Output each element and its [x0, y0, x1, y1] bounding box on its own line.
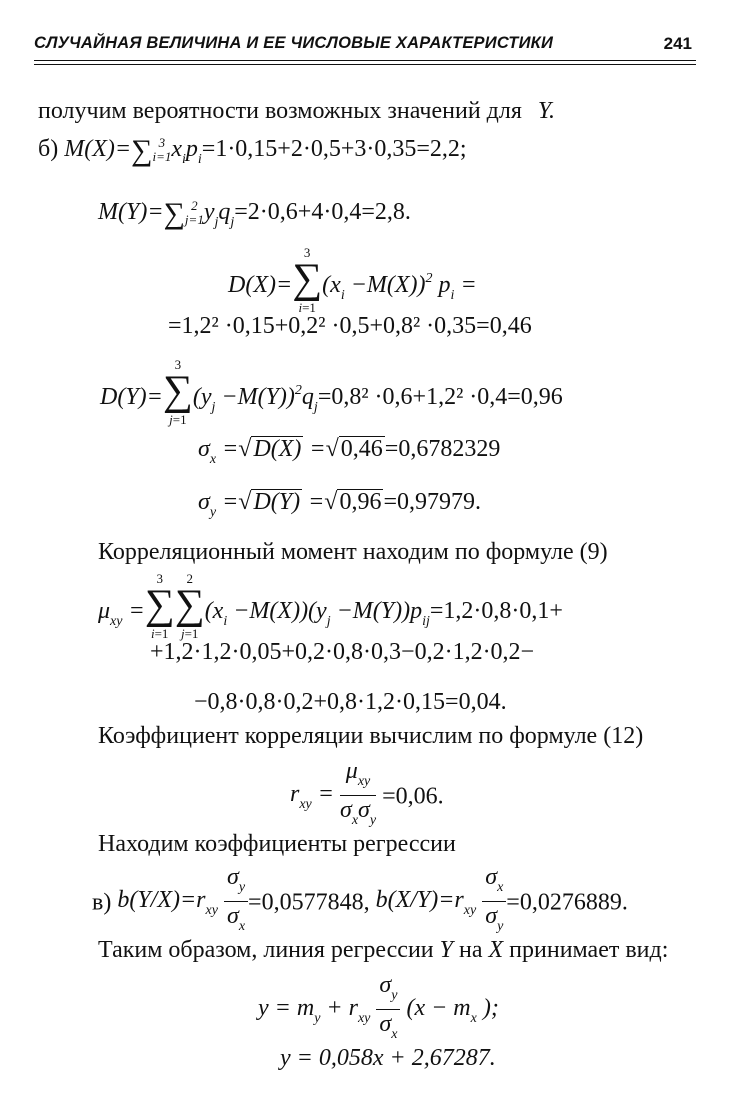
page-number: 241 [663, 34, 692, 53]
r-value: =0,06. [382, 783, 444, 810]
sqrt-x: 0,46 [340, 436, 383, 462]
line-regr-tail: принимает вид: [509, 937, 669, 963]
sqrt-y: 0,96 [339, 489, 382, 515]
mx-value: =1·0,15+2·0,5+3·0,35=2,2; [201, 136, 467, 162]
intro-text: получим вероятности возможных значений для [38, 98, 522, 124]
mu-line-3: −0,8·0,8·0,2+0,8·1,2·0,15=0,04. [194, 689, 507, 715]
formula-dx: D(X)= 3 ∑ i=1 $(x_i -M(X))^2$ $p_i$ = [228, 245, 477, 315]
regr-text: Находим коэффициенты регрессии [98, 831, 456, 857]
b-xy-value: =0,0276889. [506, 889, 628, 916]
intro-line [38, 99, 555, 123]
mu-value: =1,2·0,8·0,1+ [429, 598, 563, 624]
formula-sigma-x: $\sigma_x =√D(X) =√0,46=0,6782329$ [198, 436, 501, 467]
formula-mx: б) M(X)=∑ 3 i=1 $x_ip_i=1\cdot 0,15+2\cdot 0,5+3\cdot 0,35=2,2$; [38, 134, 467, 167]
sigma-y-value: =0,97979. [383, 489, 482, 515]
formula-sigma-y: $\sigma_y =√D(Y) =√0,96=0,97979$. [198, 489, 482, 520]
formula-r: $r_{xy}$ = $\frac{\mu_{xy}}{\sigma_x\sigma_y}$ =0,06. [290, 758, 444, 828]
dx-value: =1,2² ·0,15+0,2² ·0,5+0,8² ·0,35=0,46 [168, 313, 532, 339]
b-yx-value: =0,0577848, [248, 889, 370, 916]
label-b: б) [38, 136, 59, 162]
formula-my: M(Y)=∑ 2 j=1 $y_jq_j=2\cdot 0,6+4\cdot 0,4=2,8$. [98, 197, 411, 230]
dy-value: =0,8² ·0,6+1,2² ·0,4=0,96 [317, 384, 563, 410]
formula-mu: $\mu_{xy}$ = 3 ∑ i=1 2 ∑ j=1 $(x_i -M(X))(y_j -M(Y))p_{ij}=1,2\cdot 0,8\cdot 0,1+$ [98, 571, 563, 641]
intro-var: Y. [537, 98, 556, 124]
final-equation: y = 0,058x + 2,67287. [280, 1045, 496, 1071]
line-regr-text: Таким образом, линия регрессии [98, 937, 434, 963]
formula-b: в) $b(Y/X)=r_{xy}$ $\frac{\sigma_y}{\sigma_x}$ =0,0577848, $b(X/Y)=r_{xy}$ $\frac{\sigma_x}{\sigma_y}$ =0,0276889. [92, 864, 628, 934]
running-header [34, 34, 696, 68]
formula-regression-line: $y = m_y + r_{xy}$ $\frac{\sigma_y}{\sigma_x}$ ($x - m_x$ ); [258, 972, 499, 1042]
formula-dy: D(Y)= 3 ∑ j=1 $(y_j -M(Y))^2q_j=0,8^2 \cdot 0,6+1,2^2 \cdot 0,4=0,96$ [100, 357, 563, 427]
line-regr-on: на [458, 937, 483, 963]
mu-line-2: +1,2·1,2·0,05+0,2·0,8·0,3−0,2·1,2·0,2− [150, 639, 535, 665]
header-rule-thick [34, 60, 696, 61]
my-value: =2·0,6+4·0,4=2,8. [234, 199, 411, 225]
header-rule-thin [34, 64, 696, 65]
label-v: в) [92, 889, 112, 916]
line-regr-sentence: Таким образом, линия регрессии Y на X принимает вид: [98, 937, 669, 963]
header-title: СЛУЧАЙНАЯ ВЕЛИЧИНА И ЕЕ ЧИСЛОВЫЕ ХАРАКТЕРИСТИКИ [34, 34, 554, 52]
sigma-x-value: =0,6782329 [384, 436, 501, 462]
corr-moment-text: Корреляционный момент находим по формуле (9) [98, 539, 608, 565]
corr-coef-text: Коэффициент корреляции вычислим по формуле (12) [98, 723, 644, 749]
